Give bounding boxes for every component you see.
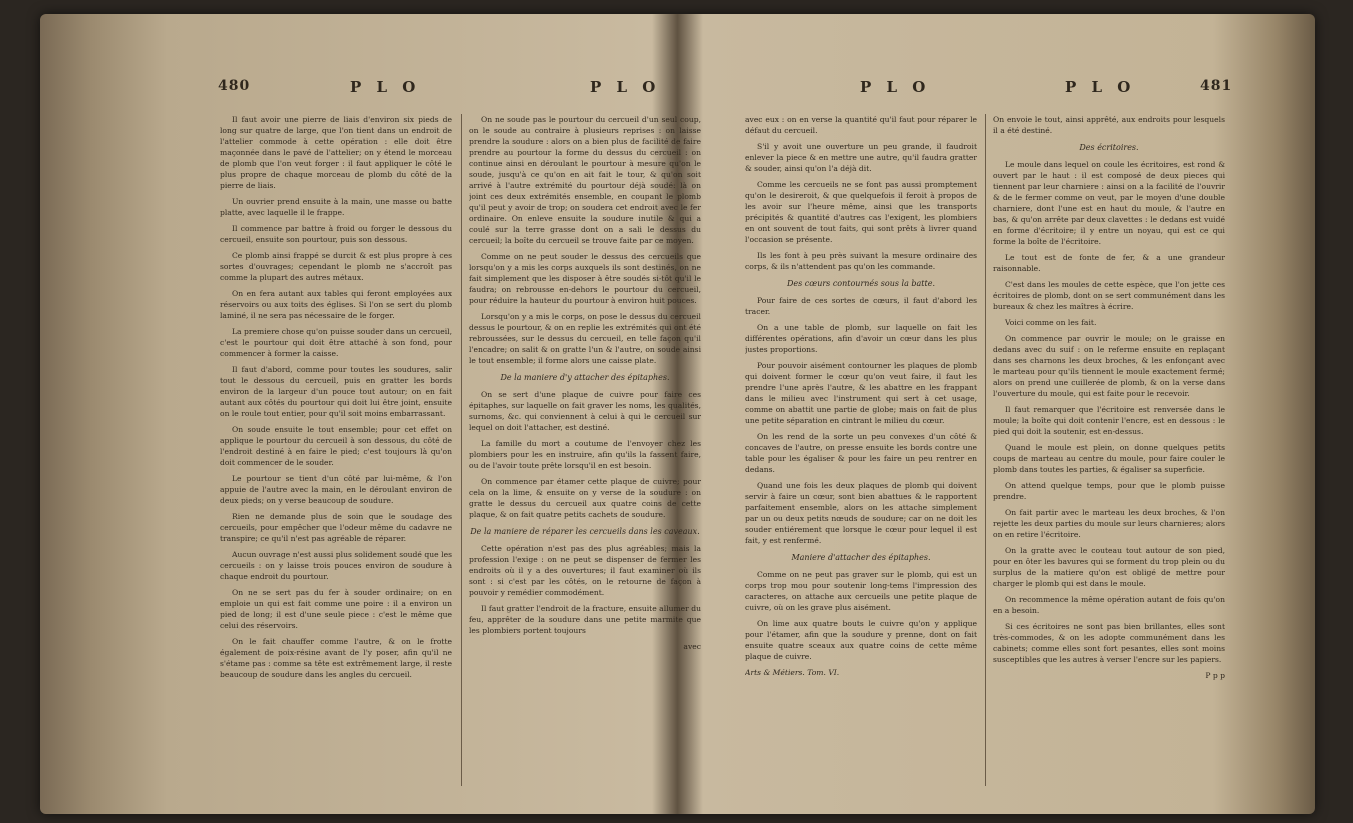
footer-title: Arts & Métiers. Tom. VI. [745, 668, 840, 677]
paragraph: On commence par étamer cette plaque de cuivre; pour cela on la lime, & ensuite on y verse de la soudure : on gratte le dessus du cercueil aux quatre coins de cette plaque, & on fait quatre petits cachets de soudure. [469, 477, 701, 519]
paragraph: Le moule dans lequel on coule les écritoires, est rond & ouvert par le haut : il est composé de deux pieces qui tiennent par leur charniere : ainsi on a la facilité de l'ouvrir & de le fermer comme on veut, par le moyen d'une double charniere, dont l'une est en haut du moule, & l'autre en bas, & qu'on arrête par deux clavettes : le dedans est vuidé en forme d'écritoire; il y entre un noyau, qui est ce qui forme la boîte de l'écritoire. [993, 160, 1225, 246]
paragraph: Comme on ne peut pas graver sur le plomb, qui est un corps trop mou pour soutenir long-tems l'impression des caracteres, on attache aux cercueils une petite plaque de cuivre, où on les grave plus aisément. [745, 570, 977, 612]
page-number: 481 [1200, 78, 1233, 94]
column-rule [985, 114, 986, 786]
page-number: 480 [218, 78, 251, 94]
paragraph: On ne soude pas le pourtour du cercueil d'un seul coup, on le soude au contraire à plusieurs reprises : on laisse prendre la soudure : alors on a bien plus de facilité de faire prendre au pourtour la forme du dessus du cercueil : on continue ainsi en déroulant le pourtour à mesure qu'on le soude, jusqu'à ce qu'on en ait fait le tour, & qu'on soit arrivé à l'autre extrémité du pourtour déjà soudé: là on joint ces deux extrémités ensemble, en coupant le plomb qu'il peut y avoir de trop; on soudera cet endroit avec le fer ordinaire. On enleve ensuite la soudure inutile & qui a coulé sur la terre grasse dont on a sali le dessus du cercueil; la boîte du cercueil se trouve faite par ce moyen. [469, 115, 701, 245]
section-heading: De la maniere d'y attacher des épitaphes. [500, 373, 670, 382]
paragraph: On a une table de plomb, sur laquelle on fait les différentes opérations, afin d'avoir un cœur dans les plus justes proportions. [745, 323, 977, 354]
headword: P L O [350, 78, 421, 96]
paragraph: On envoie le tout, ainsi apprêté, aux endroits pour lesquels il a été destiné. [993, 115, 1225, 135]
paragraph: Il faut remarquer que l'écritoire est renversée dans le moule; la boîte qui doit contenir l'encre, est en dessous : le pied qui doit la soutenir, est en-dessus. [993, 405, 1225, 436]
paragraph: On fait partir avec le marteau les deux broches, & l'on rejette les deux parties du moule sur leurs charnieres; alors on en retire l'écritoire. [993, 508, 1225, 539]
section-heading: Des cœurs contournés sous la batte. [787, 279, 935, 288]
book-spread [40, 14, 1315, 814]
paragraph: Comme on ne peut souder le dessus des cercueils que lorsqu'on y a mis les corps auxquels ils sont destinés, on ne fait simplement que les disposer à être soudés si-tôt qu'il le faudra; on rebrousse en-dehors le pourtour du cercueil, pour réduire la hauteur du pourtour à environ huit pouces. [469, 252, 701, 305]
text-column-2 [993, 114, 1225, 792]
paragraph: Pour faire de ces sortes de cœurs, il faut d'abord les tracer. [745, 296, 977, 316]
paragraph: On le fait chauffer comme l'autre, & on le frotte également de poix-résine avant de l'y poser, afin qu'il ne s'étame pas : comme sa tête est extrêmement large, il reste beaucoup de soudure dans les angles du cercueil. [220, 637, 452, 679]
left-page [185, 34, 720, 804]
paragraph: Pour pouvoir aisément contourner les plaques de plomb qui doivent former le cœur qu'on veut faire, il faut les prendre l'une après l'autre, & les abattre en les frappant dans le milieu avec l'instrument qui sert à cet usage, comme on abattit une partie de globe; mais on fait de plus une petite séparation en cintrant le milieu du cœur. [745, 361, 977, 425]
headword: P L O [1065, 78, 1136, 96]
paragraph: Si ces écritoires ne sont pas bien brillantes, elles sont très-commodes, & on les adopte communément dans les cabinets; comme elles sont fort pesantes, elles sont moins susceptibles que les autres à verser l'encre sur les papiers. [993, 622, 1225, 664]
paragraph: Il faut d'abord, comme pour toutes les soudures, salir tout le dessous du cercueil, puis en gratter les bords environ de la largeur d'un pouce tout autour; on en fait autant aux côtés du pourtour qui doit lui être joint, ensuite on le roule tout entier, pour qu'il soit moins embarrassant. [220, 365, 452, 418]
column-rule [461, 114, 462, 786]
paragraph: La famille du mort a coutume de l'envoyer chez les plombiers pour les en instruire, afin qu'ils la fassent faire, ou de l'avoir toute prête lorsqu'il en est besoin. [469, 439, 701, 470]
paragraph: Ce plomb ainsi frappé se durcit & est plus propre à ces sortes d'ouvrages; cependant le plomb ne s'accroît pas comme la plupart des autres métaux. [220, 251, 452, 282]
paragraph: On en fera autant aux tables qui feront employées aux réservoirs ou aux toits des églises. Si l'on se sert du plomb laminé, il ne sera pas nécessaire de le forger. [220, 289, 452, 320]
paragraph: Rien ne demande plus de soin que le soudage des cercueils, pour empêcher que l'odeur même du cadavre ne transpire; ce qu'il n'est pas agréable de réparer. [220, 512, 452, 543]
paragraph: Lorsqu'on y a mis le corps, on pose le dessus du cercueil dessus le pourtour, & on en replie les extrémités qui ont été rebroussées, sur le dessus du cercueil, en telle façon qu'il l'encadre; on salit & on gratte l'un & l'autre, on soude ainsi le tout ensemble; il forme alors une caisse plate. [469, 312, 701, 365]
paragraph: Quand le moule est plein, on donne quelques petits coups de marteau au centre du moule, pour faire couler le plomb dans toutes les parties, & égaliser sa superficie. [993, 443, 1225, 474]
paragraph: On la gratte avec le couteau tout autour de son pied, pour en ôter les bavures qui se forment du trop plein ou du surplus de la matiere qu'on est obligé de mettre pour charger le plomb qui est dans le moule. [993, 546, 1225, 588]
paragraph: avec eux : on en verse la quantité qu'il faut pour réparer le défaut du cercueil. [745, 115, 977, 135]
paragraph: On attend quelque temps, pour que le plomb puisse prendre. [993, 481, 1225, 501]
paragraph: C'est dans les moules de cette espèce, que l'on jette ces écritoires de plomb, dont on se sert communément dans les bureaux & chez les maîtres à écrire. [993, 280, 1225, 311]
paragraph: Il faut gratter l'endroit de la fracture, ensuite allumer du feu, apprêter de la soudure dans une petite marmite que les plombiers portent toujours [469, 604, 701, 635]
section-heading: Maniere d'attacher des épitaphes. [791, 553, 931, 562]
text-column-2 [469, 114, 701, 792]
signature-mark: P p p [1205, 671, 1225, 680]
paragraph: Il commence par battre à froid ou forger le dessous du cercueil, ensuite son pourtour, puis son dessous. [220, 224, 452, 244]
paragraph: Quand une fois les deux plaques de plomb qui doivent servir à faire un cœur, sont bien abattues & le rapportent parfaitement ensemble, alors on les attache simplement par un ou deux petits nœuds de soudure; car on ne doit les souder entiérement que lorsque le cœur pour lequel il est fait, y est renfermé. [745, 481, 977, 545]
headword: P L O [590, 78, 661, 96]
paragraph: On commence par ouvrir le moule; on le graisse en dedans avec du suif : on le referme ensuite en replaçant dans ses charnons les deux broches, & les enfonçant avec le marteau pour qu'ils tiennent le moule exactement fermé; alors on prend une cuillerée de plomb, & on la verse dans l'ouverture du moule, qui est faite pour le recevoir. [993, 334, 1225, 398]
paragraph: Cette opération n'est pas des plus agréables; mais la profession l'exige : on ne peut se dispenser de fermer les endroits où il y a des ouvertures; il faut examiner où ils sont : si c'est par les côtés, on le retourne de façon à pouvoir y remédier commodément. [469, 544, 701, 597]
paragraph: On se sert d'une plaque de cuivre pour faire ces épitaphes, sur laquelle on fait graver les noms, les qualités, surnoms, &c. qui conviennent à celui à qui le cercueil sur lequel on doit l'attacher, est destiné. [469, 390, 701, 432]
paragraph: Comme les cercueils ne se font pas aussi promptement qu'on le desireroit, & que quelquefois il feroit à propos de les avoir sur l'heure même, ainsi que les transports précipités & quantité d'autres cas l'exigent, les plombiers en ont souvent de tout faits, qui sont prêts à livrer quand l'occasion se présente. [745, 180, 977, 244]
paragraph: On ne se sert pas du fer à souder ordinaire; on en emploie un qui est fait comme une poire : il a environ un pied de long; il est d'une seule piece : c'est le même que celui des réservoirs. [220, 588, 452, 630]
section-heading: Des écritoires. [1079, 143, 1139, 152]
paragraph: S'il y avoit une ouverture un peu grande, il faudroit enlever la piece & en mettre une autre, qu'il faudra gratter & souder, ainsi qu'on l'a déjà dit. [745, 142, 977, 173]
paragraph: On soude ensuite le tout ensemble; pour cet effet on applique le pourtour du cercueil à son dessous, du côté de l'endroit destiné à en faire le pied; c'est toujours là qu'on doit commencer de le souder. [220, 425, 452, 467]
right-page [745, 34, 1270, 804]
catchword: avec [683, 642, 701, 651]
paragraph: Ils les font à peu près suivant la mesure ordinaire des corps, & ils n'attendent pas qu'on les commande. [745, 251, 977, 271]
paragraph: On lime aux quatre bouts le cuivre qu'on y applique pour l'étamer, afin que la soudure y prenne, dont on fait ensuite quatre sceaux aux quatre coins de cette même plaque de cuivre. [745, 619, 977, 661]
paragraph: On recommence la même opération autant de fois qu'on en a besoin. [993, 595, 1225, 615]
right-running-head [745, 78, 1270, 100]
paragraph: La premiere chose qu'on puisse souder dans un cercueil, c'est le pourtour qui doit être attaché à son fond, pour commencer à former la caisse. [220, 327, 452, 358]
paragraph: Aucun ouvrage n'est aussi plus solidement soudé que les cercueils : on y laisse trois pouces environ de soudure à chaque endroit du pourtour. [220, 550, 452, 581]
paragraph: Le pourtour se tient d'un côté par lui-même, & l'on appuie de l'autre avec la main, en le déroulant environ de deux pieds; on y verse beaucoup de soudure. [220, 474, 452, 505]
paragraph: On les rend de la sorte un peu convexes d'un côté & concaves de l'autre, on presse ensuite les bords contre une table pour les égaliser & pour les faire un peu rentrer en dedans. [745, 432, 977, 474]
left-running-head [185, 78, 720, 100]
text-column-1 [220, 114, 452, 792]
paragraph: Voici comme on les fait. [1005, 318, 1097, 327]
paragraph: Un ouvrier prend ensuite à la main, une masse ou batte platte, avec laquelle il le frappe. [220, 197, 452, 217]
paragraph: Il faut avoir une pierre de liais d'environ six pieds de long sur quatre de large, que l'on tient dans un endroit de l'attelier commode à cette opération : elle doit être maçonnée dans le pavé de l'attelier; on y étend le morceau de plomb que l'on veut forger : il faut appliquer le côté le plus propre de chaque morceau de plomb du côté de la pierre de liais. [220, 115, 452, 190]
text-column-1 [745, 114, 977, 792]
paragraph: Le tout est de fonte de fer, & a une grandeur raisonnable. [993, 253, 1225, 273]
section-heading: De la maniere de réparer les cercueils dans les caveaux. [470, 527, 700, 536]
headword: P L O [860, 78, 931, 96]
